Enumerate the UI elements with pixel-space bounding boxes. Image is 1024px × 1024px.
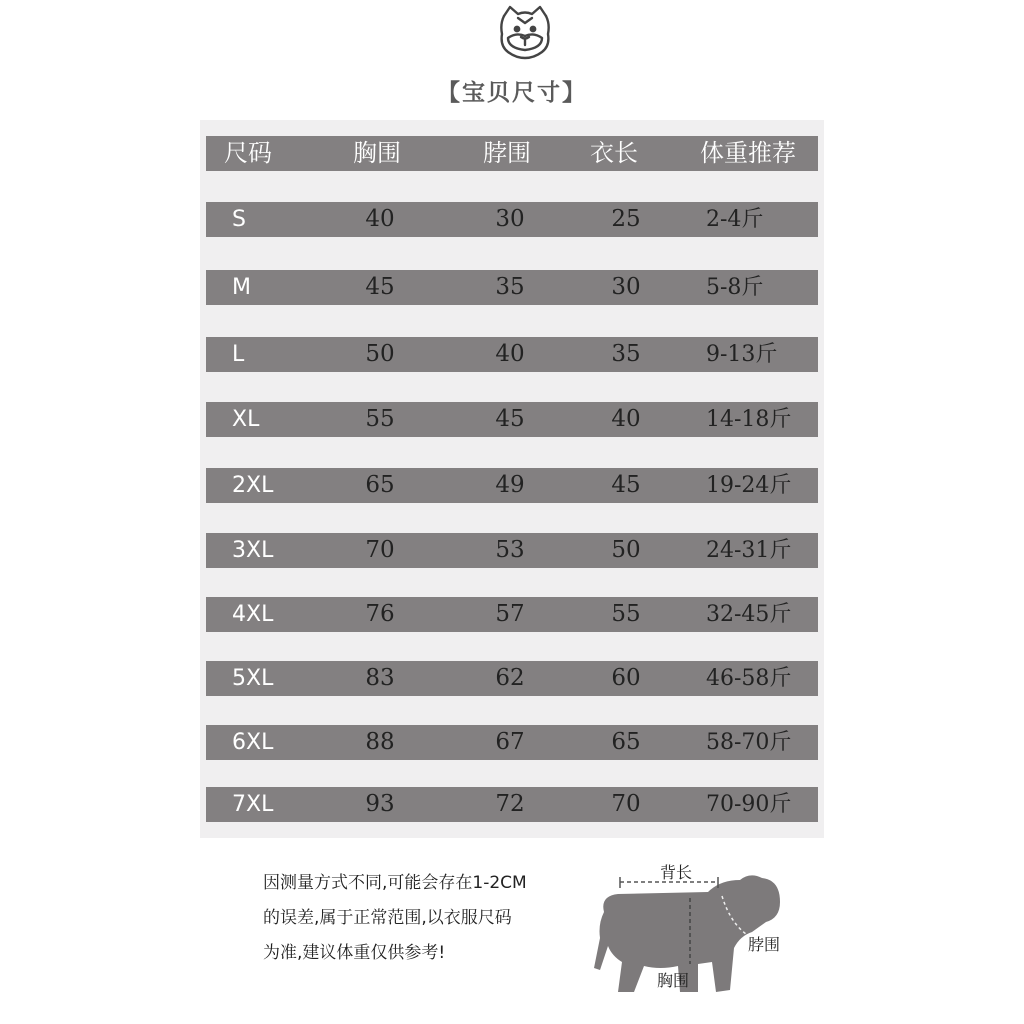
cell-size: 6XL [232,730,274,755]
cell-weight: 58-70斤 [706,730,792,755]
cell-length: 45 [611,472,641,498]
cell-length: 70 [611,791,641,817]
cell-weight: 2-4斤 [706,207,764,232]
cell-chest: 88 [365,729,395,755]
label-chest: 胸围 [657,971,690,990]
cell-weight: 24-31斤 [706,538,792,563]
cell-length: 35 [611,341,641,367]
note-line-2: 的误差,属于正常范围,以衣服尺码 [263,908,512,928]
cell-neck: 30 [495,206,525,232]
header-length: 衣长 [590,139,638,167]
header-weight: 体重推荐 [700,139,796,167]
cell-weight: 70-90斤 [706,792,792,817]
cell-neck: 35 [495,274,525,300]
cell-length: 55 [611,601,641,627]
cell-size: 3XL [232,538,274,563]
cell-neck: 62 [495,665,525,691]
cell-size: M [232,275,251,300]
cell-chest: 76 [365,601,395,627]
cell-length: 25 [611,206,641,232]
cell-neck: 40 [495,341,525,367]
cell-neck: 53 [495,537,525,563]
measurement-note [263,866,593,971]
bulldog-face-icon [496,4,554,60]
cell-weight: 19-24斤 [706,473,792,498]
cell-chest: 55 [365,406,395,432]
header-neck: 脖围 [483,139,531,167]
cell-neck: 45 [495,406,525,432]
cell-chest: 45 [365,274,395,300]
cell-size: S [232,207,246,232]
cell-chest: 83 [365,665,395,691]
cell-chest: 70 [365,537,395,563]
label-back-length: 背长 [660,863,693,882]
cell-neck: 57 [495,601,525,627]
cell-length: 50 [611,537,641,563]
cell-chest: 65 [365,472,395,498]
cell-weight: 9-13斤 [706,342,778,367]
label-neck: 脖围 [748,935,781,954]
cell-length: 65 [611,729,641,755]
cell-neck: 67 [495,729,525,755]
cell-weight: 46-58斤 [706,666,792,691]
cell-size: L [232,342,245,367]
cell-weight: 5-8斤 [706,275,764,300]
cell-size: XL [232,407,260,432]
cell-length: 30 [611,274,641,300]
cell-size: 5XL [232,666,274,691]
dog-silhouette-icon [590,852,800,1002]
cell-length: 40 [611,406,641,432]
page-title: 【宝贝尺寸】 [437,80,587,106]
note-line-1: 因测量方式不同,可能会存在1-2CM [263,873,527,893]
header-chest: 胸围 [353,139,401,167]
cell-neck: 49 [495,472,525,498]
cell-length: 60 [611,665,641,691]
cell-size: 4XL [232,602,274,627]
cell-weight: 32-45斤 [706,602,792,627]
cell-chest: 93 [365,791,395,817]
cell-size: 7XL [232,792,274,817]
cell-chest: 40 [365,206,395,232]
cell-chest: 50 [365,341,395,367]
cell-neck: 72 [495,791,525,817]
header-size: 尺码 [224,139,272,167]
cell-size: 2XL [232,473,274,498]
cell-weight: 14-18斤 [706,407,792,432]
note-line-3: 为准,建议体重仅供参考! [263,943,446,963]
